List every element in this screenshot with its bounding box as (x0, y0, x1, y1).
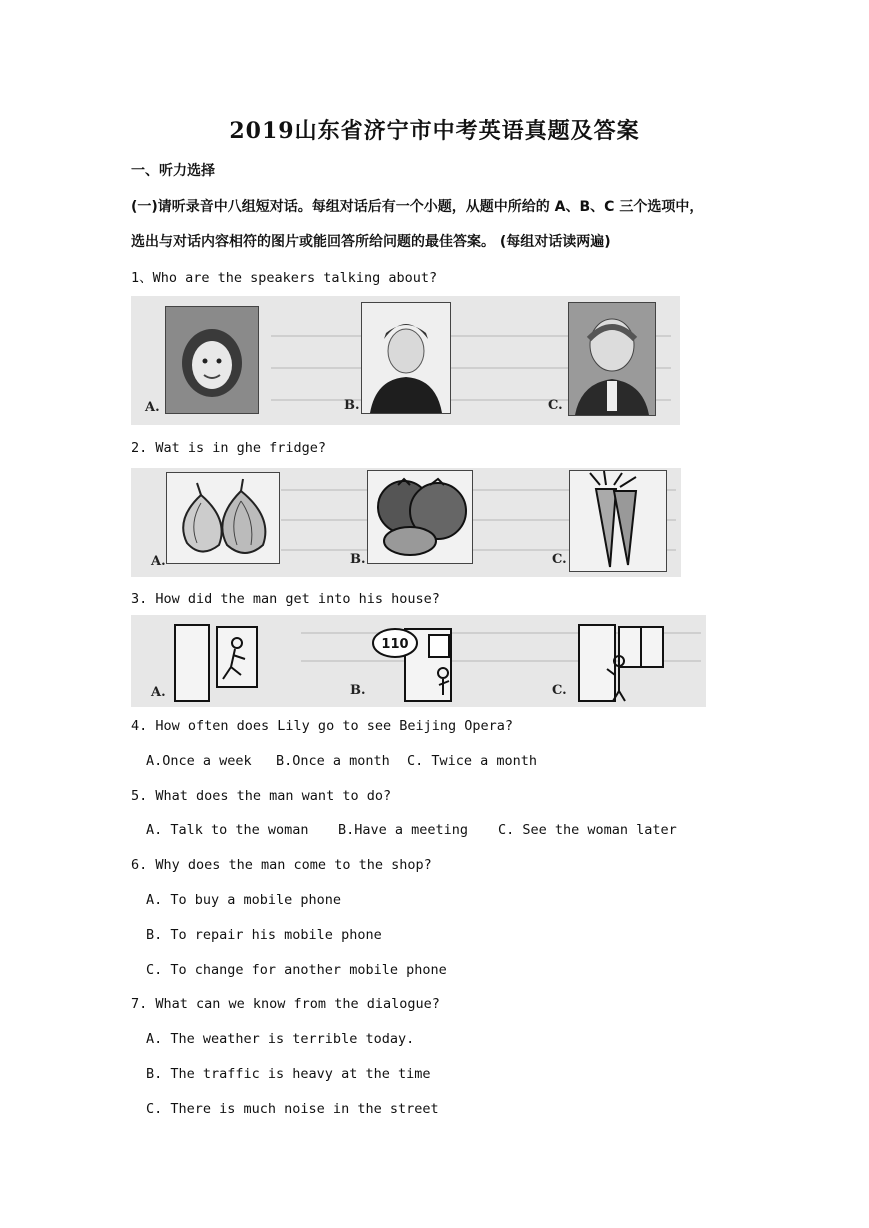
tomato-icon (368, 471, 472, 563)
q1-label-c: C. (548, 398, 563, 413)
question-2: 2. Wat is in ghe fridge? (131, 440, 327, 456)
page-title: 2019山东省济宁市中考英语真题及答案 (229, 118, 640, 144)
q2-label-b: B. (350, 552, 366, 567)
question-6: 6. Why does the man come to the shop? (131, 857, 432, 873)
old-man-portrait-icon (569, 303, 655, 415)
q4-option-b: B.Once a month (276, 753, 390, 769)
girl-portrait-icon (166, 307, 258, 413)
q3-label-b: B. (350, 683, 366, 698)
young-man-photo (361, 302, 451, 414)
q6-option-a: A. To buy a mobile phone (146, 892, 342, 908)
q7-option-a: A. The weather is terrible today. (146, 1031, 415, 1047)
carrot-icon (570, 471, 666, 571)
question-1: 1、Who are the speakers talking about? (131, 270, 438, 286)
q3-label-c: C. (552, 683, 567, 698)
q7-option-b: B. The traffic is heavy at the time (146, 1066, 431, 1082)
section-heading: 一、听力选择 (131, 163, 215, 179)
q3-label-a: A. (151, 685, 166, 700)
onion-icon (167, 473, 279, 563)
q6-option-b: B. To repair his mobile phone (146, 927, 382, 943)
police-number: 110 (381, 637, 409, 652)
question-7: 7. What can we know from the dialogue? (131, 996, 440, 1012)
q2-label-a: A. (151, 554, 166, 569)
question-3: 3. How did the man get into his house? (131, 591, 440, 607)
old-man-photo (568, 302, 656, 416)
instructions-line-1: (一)请听录音中八组短对话。每组对话后有一个小题，从题中所给的 A、B、C 三个选项中， (131, 199, 704, 215)
carrot-picture (569, 470, 667, 572)
calling-police-icon (369, 621, 479, 703)
q6-option-c: C. To change for another mobile phone (146, 962, 447, 978)
q1-label-b: B. (344, 398, 360, 413)
question-5: 5. What does the man want to do? (131, 788, 392, 804)
q4-option-c: C. Twice a month (407, 753, 538, 769)
young-man-portrait-icon (362, 303, 450, 413)
q2-label-c: C. (552, 552, 567, 567)
question-4: 4. How often does Lily go to see Beijing Opera? (131, 718, 514, 734)
q1-image-strip (131, 296, 680, 425)
girl-photo (165, 306, 259, 414)
q4-option-a: A.Once a week (146, 753, 252, 769)
q5-option-a: A. Talk to the woman (146, 822, 309, 838)
q3-image-strip (131, 615, 706, 707)
q5-option-b: B.Have a meeting (338, 822, 469, 838)
q5-option-c: C. See the woman later (498, 822, 677, 838)
climbing-window-icon (171, 621, 281, 703)
q1-label-a: A. (145, 400, 160, 415)
tomato-picture (367, 470, 473, 564)
instructions-line-2: 选出与对话内容相符的图片或能回答所给问题的最佳答案。 (每组对话读两遍) (131, 234, 611, 250)
key-door-icon (571, 621, 681, 703)
q7-option-c: C. There is much noise in the street (146, 1101, 439, 1117)
onion-picture (166, 472, 280, 564)
q2-image-strip (131, 468, 681, 577)
